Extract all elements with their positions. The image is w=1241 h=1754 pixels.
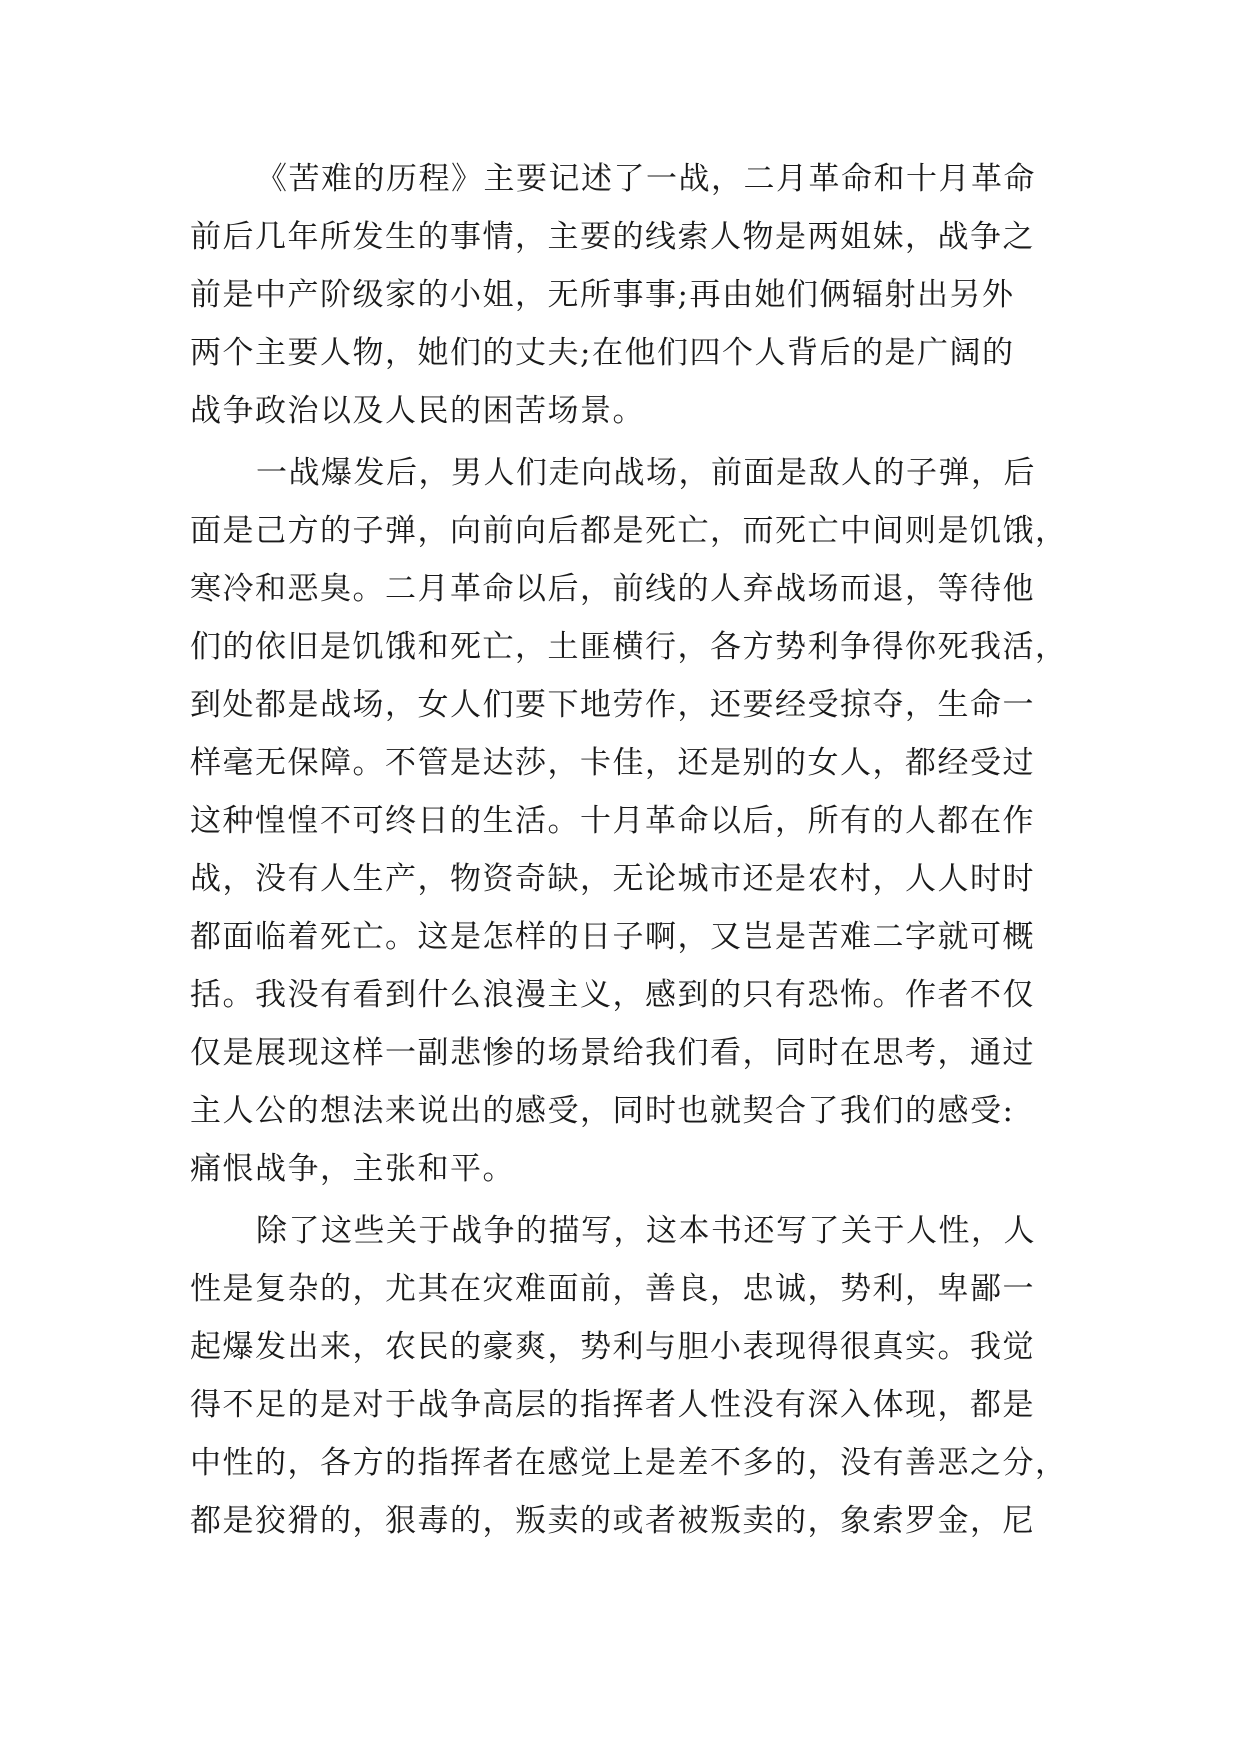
text-line: 寒冷和恶臭。二月革命以后，前线的人弃战场而退，等待他 bbox=[190, 571, 1035, 607]
text-line: 两个主要人物，她们的丈夫;在他们四个人背后的是广阔的 bbox=[190, 335, 1015, 371]
text-line: 前是中产阶级家的小姐，无所事事;再由她们俩辐射出另外 bbox=[190, 277, 1015, 313]
text-line: 前后几年所发生的事情，主要的线索人物是两姐妹，战争之 bbox=[190, 219, 1035, 255]
text-line: 中性的，各方的指挥者在感觉上是差不多的，没有善恶之分， bbox=[190, 1445, 1068, 1481]
text-line: 都面临着死亡。这是怎样的日子啊，又岂是苦难二字就可概 bbox=[190, 919, 1035, 955]
text-line: 都是狡猾的，狠毒的，叛卖的或者被叛卖的，象索罗金，尼 bbox=[190, 1503, 1035, 1539]
paragraph-1 bbox=[190, 150, 1050, 440]
text-line: 这种惶惶不可终日的生活。十月革命以后，所有的人都在作 bbox=[190, 803, 1035, 839]
text-line: 样毫无保障。不管是达莎，卡佳，还是别的女人，都经受过 bbox=[190, 745, 1035, 781]
text-line: 痛恨战争，主张和平。 bbox=[190, 1151, 515, 1187]
text-line: 一战爆发后，男人们走向战场，前面是敌人的子弹，后 bbox=[256, 455, 1036, 491]
text-line: 战争政治以及人民的困苦场景。 bbox=[190, 393, 645, 429]
text-line: 面是己方的子弹，向前向后都是死亡，而死亡中间则是饥饿， bbox=[190, 513, 1068, 549]
paragraph-3 bbox=[190, 1202, 1068, 1550]
text-line: 仅是展现这样一副悲惨的场景给我们看，同时在思考，通过 bbox=[190, 1035, 1035, 1071]
text-line: 主人公的想法来说出的感受，同时也就契合了我们的感受: bbox=[190, 1093, 1015, 1129]
text-line: 到处都是战场，女人们要下地劳作，还要经受掠夺，生命一 bbox=[190, 687, 1035, 723]
text-line: 们的依旧是饥饿和死亡，土匪横行，各方势利争得你死我活， bbox=[190, 629, 1068, 665]
document-page bbox=[190, 150, 1068, 1550]
text-line: 起爆发出来，农民的豪爽，势利与胆小表现得很真实。我觉 bbox=[190, 1329, 1035, 1365]
text-line: 性是复杂的，尤其在灾难面前，善良，忠诚，势利，卑鄙一 bbox=[190, 1271, 1035, 1307]
paragraph-2 bbox=[190, 444, 1068, 1198]
text-line: 《苦难的历程》主要记述了一战，二月革命和十月革命 bbox=[256, 161, 1036, 197]
text-line: 除了这些关于战争的描写，这本书还写了关于人性，人 bbox=[256, 1213, 1036, 1249]
text-line: 括。我没有看到什么浪漫主义，感到的只有恐怖。作者不仅 bbox=[190, 977, 1035, 1013]
text-line: 战，没有人生产，物资奇缺，无论城市还是农村，人人时时 bbox=[190, 861, 1035, 897]
text-line: 得不足的是对于战争高层的指挥者人性没有深入体现，都是 bbox=[190, 1387, 1035, 1423]
